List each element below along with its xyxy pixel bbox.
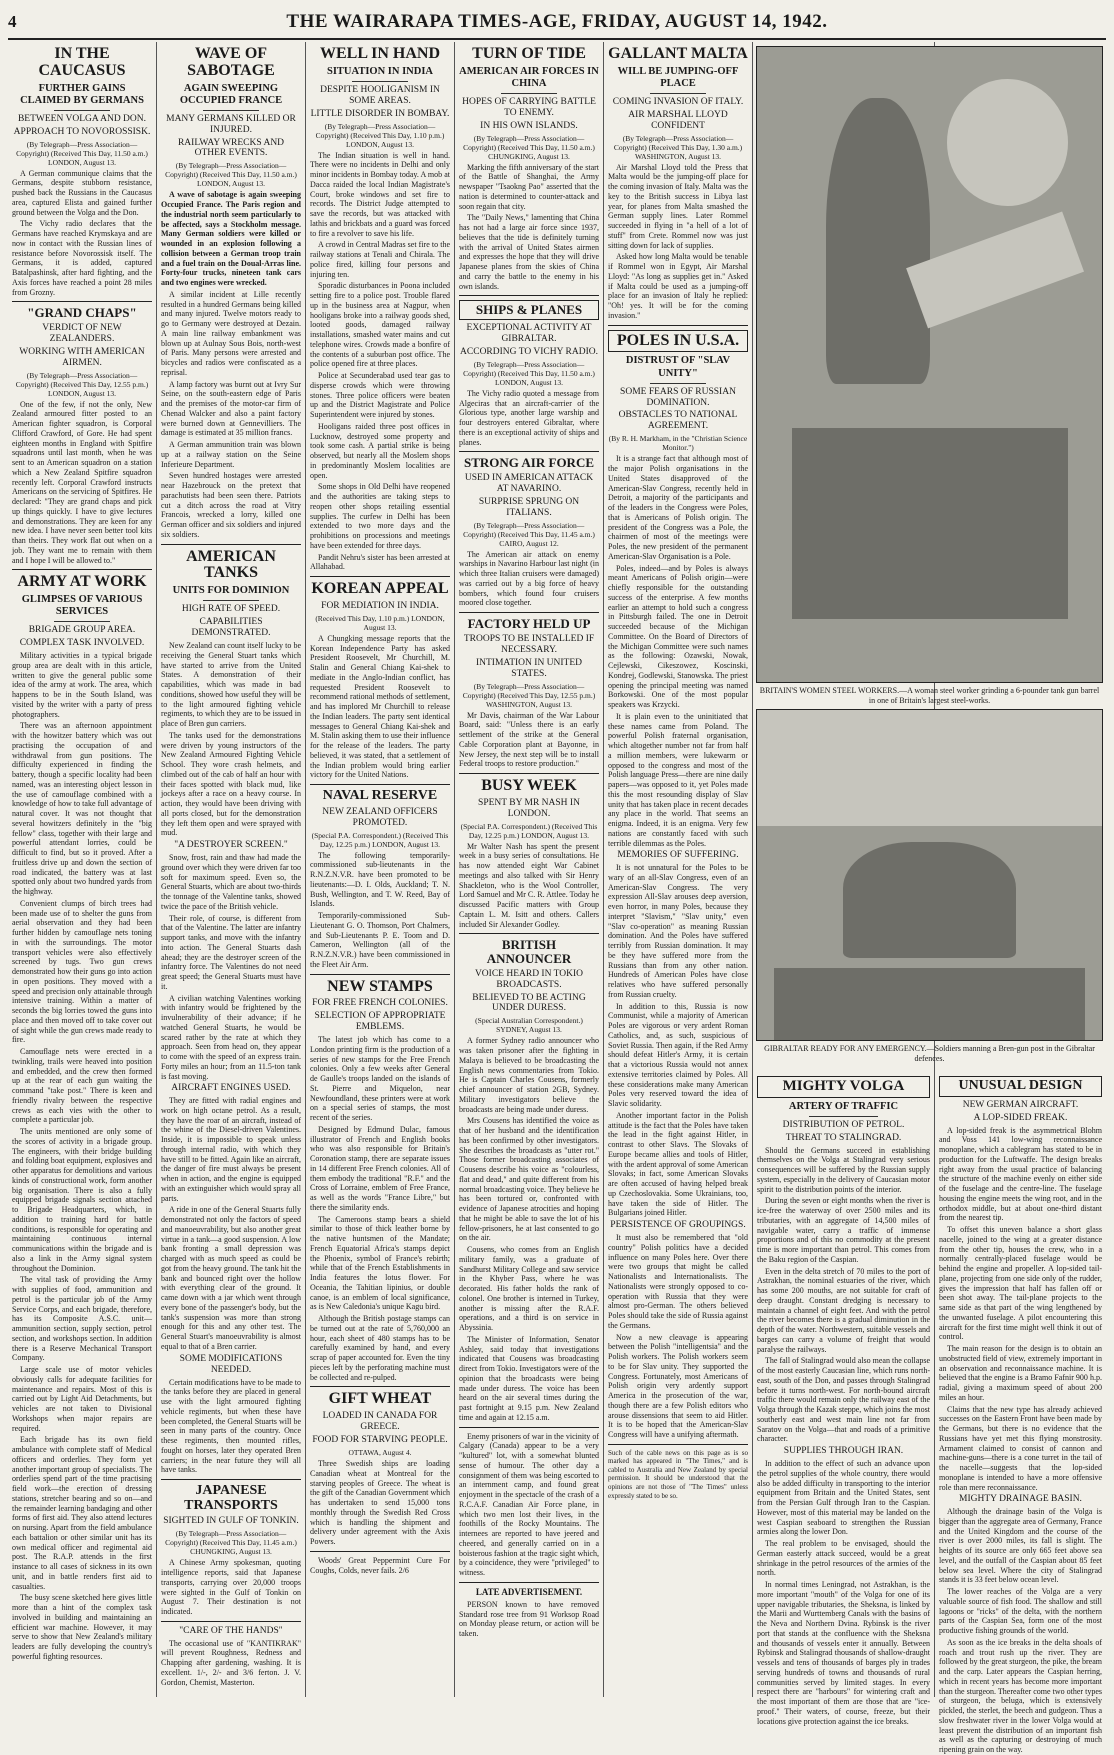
subhead: DESPITE HOOLIGANISM IN SOME AREAS. — [320, 84, 440, 106]
article-paragraph: Convenient clumps of birch trees had been made use of to shelter the guns from aerial observation and they had been further hidden by camouflage nets toning in with the surroundings. The motor transport vehicles were also effectively screened by tugs. Two gun crews demonstrated how their guns go into action in open positions. They moved with a speed and precision only attainable through intensive training. Within a matter of seconds the big lorries towed the guns into place and then moved off to take cover out of sight while the gun crews made ready to fire. — [12, 898, 152, 1045]
article-paragraph: The units mentioned are only some of the scores of activity in a brigade group. The engineers, with their bridge building and folding boat equipment, explosives and other apparatus for demolitions and various kinds of constructional work, form another big organisation. There is also a fully equipped brigade signals section attached to Brigade Headquarters, which, in addition to training hard for battle conditions, is responsible for operating and maintaining continuous internal communications within the brigade and is also a link in the Army signal system throughout the Dominion. — [12, 1127, 152, 1273]
masthead-title: THE WAIRARAPA TIMES-AGE, FRIDAY, AUGUST 14, 1942. — [286, 11, 828, 32]
subhead: ACCORDING TO VICHY RADIO. — [460, 346, 598, 357]
dateline: (By Telegraph—Press Association—Copyright) (Received This Day, 1.10 p.m.) LONDON, August 13. — [315, 121, 445, 149]
headline-mighty-volga: MIGHTY VOLGA — [757, 1076, 930, 1098]
article-paragraph: A lamp factory was burnt out at Ivry Sur Seine, on the south-eastern edge of Paris and the premises of the motor-car firm of Chenad Walcker and also a paint factory were burned down at Gennevilliers. The damage is estimated at 35 million francs. — [161, 379, 301, 438]
subhead: ARTERY OF TRAFFIC — [788, 1100, 899, 1112]
headline-busy-week: BUSY WEEK — [481, 777, 577, 794]
headline-korean-appeal: KOREAN APPEAL — [311, 580, 449, 598]
gibraltar-photo — [756, 709, 1103, 1041]
article-paragraph: Three Swedish ships are loading Canadian wheat at Montreal for the starving peoples of Greece. The wheat is the gift of the Canadian Government which has undertaken to send 15,000 tons monthly through the Swedish Red Cross which is handling the shipment and delivery under agreement with the Axis Powers. — [310, 1459, 450, 1546]
article-paragraph: Some shops in Old Delhi have reopened and the authorities are taking steps to reopen other shops retailing essential supplies. The curfew in Delhi has been extended to two more days and the prohibitions on processions and meetings have been extended for three days. — [310, 482, 450, 550]
subhead: RAILWAY WRECKS AND OTHER EVENTS. — [177, 137, 285, 159]
article-paragraph: The latest job which has come to a London printing firm is the production of a series of new stamps for the Free French colonies. Only a few weeks after General de Gaulle's troops landed on the islands of St. Pierre and Miquelon, near Newfoundland, these printers were at work on a special series of stamps, the most recent of the series. — [310, 1035, 450, 1123]
subhead: WORKING WITH AMERICAN AIRMEN. — [19, 346, 145, 368]
article-paragraph: A lop-sided freak is the asymmetrical Blohm and Voss 141 low-wing reconnaissance monoplane, which a cablegram has stated to be in production for the Luftwaffe. The design breaks right away from the usual practice of balancing the structure of the machine evenly on either side of the fuselage and the centre-line. The fuselage housing the engine meets the wing root, and in the orthodox middle, but at about one-third distant from the nearest tip. — [939, 1125, 1102, 1223]
dateline: (Special P.A. Correspondent.) (Received This Day, 12.25 p.m.) LONDON, August 13. — [311, 830, 449, 849]
subhead: DISTRUST OF "SLAV UNITY" — [625, 355, 731, 379]
article-paragraph: A Chinese Army spokesman, quoting intelligence reports, said that Japanese transports, carrying over 20,000 troops were sighted in the Gulf of Tonkin on August 7. Their destination is not indicated. — [161, 1558, 301, 1617]
subhead: HOPES OF CARRYING BATTLE TO ENEMY. — [462, 96, 596, 118]
subhead: PERSISTENCE OF GROUPINGS. — [610, 1220, 746, 1231]
headline-poles-in-usa: POLES IN U.S.A. — [608, 330, 748, 353]
dateline: OTTAWA, August 4. — [348, 1448, 412, 1457]
article-paragraph: It is plain even to the uninitiated that these names came from Poland. The powerful Polish fraternal organisation, which altogether number not far from half a million members, were lukewarm or opposed to the congress and most of the Polish language Press—there are nine daily papers—was opposed to it, yet Poles made this the most resounding display of Slav unity that has taken place in recent decades any place in the world. That seems an enigma. Indeed, it is an enigma. Very few nations are constantly faced with such terrible dilemmas as the Poles. — [608, 711, 748, 848]
late-advertisement-heading: LATE ADVERTISEMENT. — [475, 1586, 583, 1597]
article-paragraph: Temporarily-commissioned Sub-Lieutenant G. O. Thomson, Port Chalmers, and Sub-Lieutenants P. E. Toom and D. Cameron, Wellington (all of the R.N.Z.N.V.R.) have been commissioned in the Fleet Air Arm. — [310, 911, 450, 969]
subhead: SOME MODIFICATIONS NEEDED. — [179, 1353, 283, 1375]
photo-caption: GIBRALTAR READY FOR ANY EMERGENCY.—Soldiers manning a Bren-gun post in the Gibraltar defences. — [764, 1044, 1095, 1063]
article-paragraph: Although the drainage basin of the Volga is bigger than the aggregate area of Germany, France and the United Kingdom and the course of the river is over 2000 miles, its fall is slight. The heights of its source are only 665 feet above sea level, and the outfall of the Caspian about 85 feet below sea level. Where the city of Stalingrad stands it is 33 feet below ocean level. — [939, 1507, 1102, 1585]
subhead: COMING INVASION OF ITALY. — [612, 96, 744, 107]
headline-new-stamps: NEW STAMPS — [327, 977, 433, 995]
subhead: "A DESTROYER SCREEN." — [174, 840, 288, 851]
subhead: WILL BE JUMPING-OFF PLACE — [617, 65, 739, 89]
headline-japanese-transports: JAPANESE TRANSPORTS — [184, 1483, 278, 1513]
article-paragraph: A wave of sabotage is again sweeping Occupied France. The Paris region and the industrial north seem particularly to be affected, says a Stockholm message. Many German soldiers were killed or wounded in an explosion following a collision between a German troop train and a fuel train on the Doual-Arras line. Forty-four trucks, nineteen tank cars and two engines were wrecked. — [161, 190, 301, 288]
copyright-notice: Such of the cable news on this page as is so marked has appeared in "The Times," and is cabled to Australia and New Zealand by special permission. It should be understood that the opinions are not those of "The Times" unless expressly stated to be so. — [608, 1448, 748, 1500]
article-paragraph: Hooligans raided three post offices in Lucknow, destroyed some property and took some cash. A partial strike is being observed, but nearly all the Moslem shops in predominantly Moslem localities are open. — [310, 421, 450, 480]
article-paragraph: Mr Davis, chairman of the War Labour Board, said: "Unless there is an early settlement of the strike at the General Cable Corporation plant at Bayonne, in New Jersey, the next step will be to install Federal troops to restore production." — [459, 710, 599, 769]
dateline: (By Telegraph—Press Association—Copyright) (Received This Day, 11.45 a.m.) CAIRO, August 12. — [463, 520, 595, 548]
article-paragraph: A former Sydney radio announcer who was taken prisoner after the fighting in Malaya is believed to be broadcasting the English news commentaries from Tokio. He is Captain Charles Cousens, formerly chief announcer of station 2GB, Sydney. Military investigators believe the broadcasts are being made under duress. — [459, 1036, 599, 1114]
headline-ships-planes: SHIPS & PLANES — [459, 300, 599, 320]
article-paragraph: A German ammunition train was blown up at a railway station on the Seine Inferieure Department. — [161, 440, 301, 469]
article-paragraph: Asked how long Malta would be tenable if Rommel won in Egypt, Air Marshal Lloyd: "As long as supplies get in." Asked if Malta could be used as a jumping-off place for an invasion of Italy he replied: "Oh! yes. It will be for the coming invasion." — [608, 252, 748, 320]
subhead: SITUATION IN INDIA — [327, 65, 433, 77]
article-paragraph: The tanks used for the demonstrations were driven by young instructors of the New Zealand Armoured Fighting Vehicle School. They wore crash helmets, and climbed out of the cab of half an hour with their faces spotted with black mud, like jockeys after a race on a heavy course. In action, they would have been driving with all ports closed, but for the demonstration they left them open and were sprayed with mud. — [161, 730, 301, 838]
column-1 — [8, 42, 156, 1697]
subhead: LITTLE DISORDER IN BOMBAY. — [310, 108, 450, 119]
article-paragraph: There was an afternoon appointment with the howitzer battery which was out practising the occupation of and withdrawal from gun positions. The difficulty experienced in finding the battery, though a specific locality had been named, was an interesting object lesson in the use of camouflage combined with a knowledge of how to take full advantage of natural cover. It was not thought that several howitzers definitely in the "big fellow" class, together with their large and powerful attendant lorries, could be difficult to find, but so it proved. After a fruitless drive up and down the section of road indicated, the battery was at last spotted only about two hundred yards from the highway. — [12, 721, 152, 897]
headline-factory-held-up: FACTORY HELD UP — [467, 616, 591, 632]
page-number: 4 — [8, 12, 17, 31]
subhead: SELECTION OF APPROPRIATE EMBLEMS. — [314, 1011, 446, 1033]
subhead: HIGH RATE OF SPEED. — [181, 604, 281, 615]
article-paragraph: It is a strange fact that although most of the major Polish organisations in the United States disapproved of the American-Slav Congress, recently held in Detroit, a majority of the participants and of the leaders in the Congress were Poles, that is Americans of Polish origin. The president of the Congress was a Pole, the chairmen of most of the meetings were Poles, the new president of the permanent American-Slav Organisation is a Pole. — [608, 454, 748, 561]
article-paragraph: During the seven or eight months when the river is ice-free the waterway of over 2500 miles and its tributaries, with an aggregate of 14,500 miles of navigable water, carry a traffic of immense proportions and of this no commodity at the present time is more important than petrol. This comes from the Baku region of the Caspian. — [757, 1196, 930, 1264]
steel-worker-photo — [756, 46, 1103, 683]
article-paragraph: In addition to this, Russia is now Communist, while a majority of American Poles are vigorous or very ardent Roman Catholics, and, as such, suspicious of Soviet Russia. Then again, if the Red Army should defeat Hitler's Army, it is certain that a victorious Russia would not annex extensive territories claimed by Poles. All these considerations make many American Poles very reserved toward the idea of Slavic solidarity. — [608, 1001, 748, 1109]
article-paragraph: The real problem to be envisaged, should the German easterly attack succeed, would be a great shrinkage in the petrol resources of the armies of the north. — [757, 1539, 930, 1578]
subhead: GLIMPSES OF VARIOUS SERVICES — [21, 594, 143, 618]
headline-unusual-design: UNUSUAL DESIGN — [939, 1076, 1102, 1097]
subhead: CAPABILITIES DEMONSTRATED. — [191, 617, 271, 639]
article-paragraph: Marking the fifth anniversary of the start of the Battle of Shanghai, the Army newspaper "Tsaokng Pao" asserted that the nation is determined to counter-attack and soon regain that city. — [459, 162, 599, 211]
headline-turn-of-tide: TURN OF TIDE — [472, 45, 586, 62]
headline-british-announcer: BRITISH ANNOUNCER — [486, 937, 572, 967]
dateline: (By Telegraph—Press Association—Copyright) (Received This Day, 11.50 a.m.) LONDON, August 13. — [165, 161, 297, 189]
article-paragraph: The Vichy radio declares that the Germans have reached Krymskaya and are now in contact with the Russian lines of resistance before Novorossisk itself. The Germans, it is added, captured Batalpashinsk, after hard fighting, and the Axis forces have reached a point 28 miles from Grozny. — [12, 219, 152, 297]
article-paragraph: Seven hundred hostages were arrested near Hazebrouck on the pretext that parachutists had been seen there. Patriots cut a ditch across the road at Vitry Francois, wrecked a lorry, killed one German officer and six soldiers and injured six soldiers. — [161, 471, 301, 539]
article-paragraph: Mr Walter Nash has spent the present week in a busy series of consultations. He has now attended eight War Cabinet meetings and also talked with Sir Henry Shackleton, who is the Wool Controller, Lord Samuel and Mr C. R. Attlee. Today he discussed Pacific matters with Group Captain L. M. Isitt and others. Callers included Sir Alexander Godley. — [459, 841, 599, 929]
article-paragraph: Although the British postage stamps can be turned out at the rate of 5,760,000 an hour, each sheet of 480 stamps has to be carefully examined by hand, and every scrap of paper accounted for. Even the tiny pieces left by the perforating machine must be collected and re-pulped. — [310, 1314, 450, 1382]
subhead: A LOP-SIDED FREAK. — [973, 1112, 1068, 1123]
article-paragraph: Sporadic disturbances in Poona included setting fire to a police post. Trouble flared up in the business area at Nagpur, when hooligans broke into a railway goods shed, looted goods, damaged railway installations, smashed water mains and cut telephone wires. Crowds made a bonfire of the contents of a suburban post office. The police opened fire at three places. — [310, 281, 450, 369]
article-paragraph: A German communique claims that the Germans, despite stubborn resistance, pushed back the Russians in the Caucasus area, captured Elista and gained further ground between the Volga and the Don. — [12, 168, 152, 217]
article-paragraph: Large scale use of motor vehicles obviously calls for adequate facilities for maintenance and repairs. Most of this is carried out by Light Aid Detachments, but vehicles are not taken to Divisional Workshops when major repairs are required. — [12, 1365, 152, 1433]
headline-strong-air-force: STRONG AIR FORCE — [463, 455, 595, 471]
article-paragraph: It is not unnatural for the Poles to be wary of an all-Slav Congress, even of an American-Slav Congress. The very expression All-Slav arouses deep aversion, even horror, in many Poles, because they interpret "Slavism," "Slav unity," even "Slav co-operation" as meaning Russian domination. And the Poles have suffered terribly from Russian domination. It may be they have suffered more from the Russians than from any other nation. Hundreds of American Poles have close relatives who have suffered personally from Russian cruelty. — [608, 863, 748, 999]
headline-naval-reserve: NAVAL RESERVE — [322, 788, 438, 804]
subhead: FURTHER GAINS CLAIMED BY GERMANS — [20, 82, 144, 106]
article-paragraph: Snow, frost, rain and thaw had made the ground over which they were driven far too soft for maximum speed. Even so, the General Stuarts, which are about two-thirds the tonnage of the Valentine tanks, showed twice the pace of the British vehicle. — [161, 853, 301, 911]
headline-grand-chaps: "GRAND CHAPS" — [27, 305, 137, 321]
subhead: FOOD FOR STARVING PEOPLE. — [312, 1435, 448, 1446]
article-paragraph: Designed by Edmund Dulac, famous illustrator of French and English books who was also responsible for Britain's Coronation stamp, there are separate issues in 14 different Free French colonies. All of them embody the traditional "R.F." and the Cross of Lorraine, emblem of Free France, as well as the words "France Libre," but there the similarity ends. — [310, 1124, 450, 1212]
column-6 — [753, 1072, 934, 1726]
dateline: (Special P.A. Correspondent.) (Received This Day, 12.25 p.m.) LONDON, August 13. — [460, 821, 598, 840]
subhead: BETWEEN VOLGA AND DON. — [17, 113, 147, 124]
article-paragraph: Pandit Nehru's sister has been arrested at Allahabad. — [310, 552, 450, 572]
article-paragraph: Another important factor in the Polish attitude is the fact that the Poles have taken the lead in the fight against Hitler, in contrast to other Slavs. The Slovaks of Europe became allies and tools of Hitler, with the ardent approval of some American Slovaks; in fact, some American Slovaks are often accused of having helped break up Czechoslovakia. Some Ukrainians, too, have taken the side of Hitler. The Bulgarians joined Hitler. — [608, 1110, 748, 1218]
byline: (By R. H. Markham, in the "Christian Science Monitor.") — [608, 434, 748, 453]
headline-caucasus: IN THE CAUCASUS — [38, 45, 126, 79]
subhead: THREAT TO STALINGRAD. — [785, 1132, 902, 1143]
article-paragraph: Their role, of course, is different from that of the Valentine. The latter are infantry support tanks, and move with the infantry into action. The General Stuarts dash ahead; they are the destroyer screen of the infantry force. The Valentines do not need great speed; the General Stuarts must have it. — [161, 913, 301, 991]
article-paragraph: A civilian watching Valentines working with infantry would be frightened by the invulnerability of their advance; if he watched General Stuarts, he would be scared rather by the rate at which they approach. Seen from head on, they appear to come with the speed of an express train. Forty miles an hour; from an 11.5-ton tank is fast moving. — [161, 993, 301, 1081]
article-paragraph: Claims that the new type has already achieved successes on the Eastern Front have been made by the Germans, but there is no evidence that the Russians have yet met this flying monstrosity. Armament claimed to consist of cannon and machine-guns—there is a cone turret in the tail of the nacelle—suggests that the lop-sided monoplane is intended to have a more offensive role than mere reconnaissance. — [939, 1404, 1102, 1492]
article-paragraph: Enemy prisoners of war in the vicinity of Calgary (Canada) appear to be a very "kultured" lot, with a somewhat blunted sense of humour. The other day a consignment of them was being escorted to an internment camp, and found great enjoyment in the spectacle of the crash of a R.C.A.F. Canadian Air Force plane, in which two men lost their lives, in the foothills of the Rocky Mountains. The internees are reported to have jeered and cheered, and generally carried on in a boisterous fashion at the tragic sight which, by a coincidence, they were "privileged" to witness. — [459, 1431, 599, 1578]
dateline: (By Telegraph—Press Association—Copyright) (Received This Day, 12.55 p.m.) WASHINGTON, August 13. — [462, 681, 596, 709]
column-5 — [604, 42, 752, 1697]
article-paragraph: It must also be remembered that "old country" Polish politics have a decided influence on many Poles here. Over there were two groups that might be called Nationalists and Internationalists. The Nationalists were strongly opposed to co-operation with Russia that they were almost pro-German. The others believed Poles should take the side of Russia against the Germans. — [608, 1233, 748, 1330]
article-paragraph: The Indian situation is well in hand. There were no incidents in Delhi and only minor incidents in Bombay today. A mob at Dacca raided the local Indian Magistrate's Court, broke windows and set fire to records. The District Judge attempted to save the records, but was attacked with lathis and brickbats and a guard was forced to fire a revolver to save his life. — [310, 150, 450, 238]
subhead: OBSTACLES TO NATIONAL AGREEMENT. — [618, 410, 738, 432]
article-paragraph: Air Marshal Lloyd told the Press that Malta would be the jumping-off place for the coming invasion of Italy. Malta was the key to the British success in Libya last year, for planes from Malta smashed the German supply lines. Later Rommel succeeded in flying in "a hell of a lot of stuff" from Crete. Rommel now was just sitting down for lack of supplies. — [608, 162, 748, 250]
article-paragraph: The lower reaches of the Volga are a very valuable source of fish food. The shallow and still lagoons or "ricks" of the delta, with the northern parts of the Caspian Sea, form one of the most productive fishing grounds of the world. — [939, 1587, 1102, 1636]
article-paragraph: In normal times Leningrad, not Astrakhan, is the more important "mouth" of the Volga for one of its upper navigable tributaries, the Sheksna, is linked by the Marii and Wurttemberg Canals with the basins of the Neva and Northern Dvina. Rybinsk is the river port that stands at the confluence with the Sheksna and thousands of vessels enter it annually. Between Rybinsk and Stalingrad thousands of shallow-draught vessels and tens of thousands of barges ply in trades serving hundreds of towns and thousands of rural communities served by limited stages. In every respect there are "harbours" for wintering craft and the most important of them are those that are "ice-proof." Their waters, of course, freeze, but their locations give protection against the ice breaks. — [757, 1580, 930, 1726]
article-paragraph: Camouflage nets were erected in a twinkling, trails were heaved into position and embedded, and the crew then formed up at the rear of each gun waiting the command "take post." There is keen and friendly rivalry between the respective crews as each vies with the other to complete a particular job. — [12, 1047, 152, 1125]
article-paragraph: The following temporarily-commissioned sub-lieutenants in the R.N.Z.N.V.R. have been promoted to be lieutenants:—D. I. Olds, Auckland; T. N. Bush, Wellington, and T. W. Reed, Bay of Islands. — [310, 850, 450, 909]
article-paragraph: The Cameroons stamp bears a shield similar to those of thick leather borne by the native huntsmen of the Mandate; French Equatorial Africa's stamps depict the Phoenix, symbol of France's rebirth; while that of the French Establishments in India features the lotus flower. For Oceania, the Tahitian lipinius, or double canoe, is an emblem of local significance, as is New Caledonia's unique Kagu bird. — [310, 1214, 450, 1312]
article-paragraph: In addition to the effect of such an advance upon the petrol supplies of the whole country, there would also be added difficulty in transporting to the interior equipment from Britain and the United States, sent from the Persian Gulf through Iran to the Caspian. However, most of this material may be landed on the west Caspian seaboard to strengthen the Russian armies along the lower Don. — [757, 1459, 930, 1537]
subhead: USED IN AMERICAN ATTACK AT NAVARINO. — [464, 472, 594, 494]
subhead: BELIEVED TO BE ACTING UNDER DURESS. — [472, 992, 586, 1014]
dateline: (By Telegraph—Press Association—Copyright) (Received This Day, 11.50 a.m.) LONDON, August 13. — [16, 139, 148, 167]
article-paragraph: The "Daily News," lamenting that China has not had a large air force since 1937, believes that the tide is definitely turning with the arrival of United States airmen and expresses the hope that they will drive Japanese planes from the skies of China and carry the battle to the enemy in his own islands. — [459, 213, 599, 291]
subhead: VERDICT OF NEW ZEALANDERS. — [42, 322, 122, 344]
subhead: TROOPS TO BE INSTALLED IF NECESSARY. — [463, 633, 595, 655]
headline-gallant-malta: GALLANT MALTA — [608, 45, 748, 62]
subhead: VOICE HEARD IN TOKIO BROADCASTS. — [474, 968, 584, 990]
article-paragraph: A ride in one of the General Stuarts fully demonstrated not only the factors of speed and manoeuvrability, but also another great virtue in a tank—a good suspension. A low bank fronting a small depression was charged with as much speed as could be got from the heavy ground. The tank hit the bank and bounced right over the hollow with everything clear of the ground. It came down with a jar which went through every bone of the passenger's body, but the tank's suspension was more than strong enough for this and any other test. The General Stuart's manoeuvrability is almost equal to that of a Bren carrier. — [161, 1205, 301, 1351]
article-paragraph: The busy scene sketched here gives little more than a hint of the complex task involved in building and maintaining an efficient war machine. However, it may serve to show that New Zealand's military leaders are fully developing the country's powerful fighting resources. — [12, 1593, 152, 1661]
subhead: IN HIS OWN ISLANDS. — [480, 120, 578, 131]
article-paragraph: To offset this uneven balance a short glass nacelle, joined to the wing at a greater distance from the other tip, houses the crew, who in a normally centrally-placed fuselage would be behind the engine and propeller. A lop-sided tail-plane, projecting from one side only of the rudder, gives the impression that half has fallen off or been shot away. The tail-plane projects to the same side as that part of the wing lengthened by the unwanted fuselage. A pilot encountering this aircraft for the first time might well think it out of control. — [939, 1225, 1102, 1342]
article-paragraph: New Zealand can count itself lucky to be receiving the General Stuart tanks which have started to arrive from the United States. A demonstration of their capabilities, which was made in bad conditions, showed how useful they will be to the light armoured fighting vehicle regiments, to which they are to be issued in place of Bren gun carriers. — [161, 641, 301, 729]
subhead: LOADED IN CANADA FOR GREECE. — [322, 1411, 438, 1433]
article-paragraph: Poles, indeed—and by Poles is always meant Americans of Polish origin—were chiefly responsible for the outstanding success of the enterprise. A few months earlier an attempt to hold such a congress in Pittsburgh failed. The one in Detroit succeeded because of the Michigan Committee. On the Board of Directors of the Michigan Committee were such names as the following: Ozawski, Nowak, Cejlewski, Cikeszowez, Koscinski, Kondrej, Godlewski, Stanowska. The priest opening the principal meeting was named Borkowski. One of the most popular speakers was Krzycki. — [608, 563, 748, 710]
article-paragraph: A crowd in Central Madras set fire to the railway stations at Tenali and Chirala. The police fired, killing four persons and injuring ten. — [310, 240, 450, 279]
subhead: FOR MEDIATION IN INDIA. — [321, 600, 439, 611]
headline-well-in-hand: WELL IN HAND — [319, 45, 441, 62]
headline-american-tanks: AMERICAN TANKS — [186, 547, 276, 582]
column-2 — [157, 42, 305, 1697]
masthead-rule — [8, 38, 1106, 40]
subhead: SURPRISE SPRUNG ON ITALIANS. — [478, 496, 580, 518]
advert-text: Woods' Great Peppermint Cure For Coughs, Colds, never fails. 2/6 — [310, 1555, 450, 1575]
subhead: AGAIN SWEEPING OCCUPIED FRANCE — [179, 82, 283, 106]
dateline: (By Telegraph—Press Association—Copyright) (Received This Day, 11.50 a.m.) LONDON, August 13. — [463, 359, 595, 387]
advert-text: PERSON known to have removed Standard rose tree from 91 Worksop Road on Monday please return, or action will be taken. — [459, 1599, 599, 1639]
headline-wave-of-sabotage: WAVE OF SABOTAGE — [187, 45, 275, 79]
article-paragraph: The Vichy radio quoted a message from Algeciras that an aircraft-carrier of the Glorious type, another large warship and four destroyers entered Gibraltar, where there is an exceptional activity of ships and planes. — [459, 388, 599, 447]
dateline: (By Telegraph—Press Association—Copyright) (Received This Day, 11.45 a.m.) CHUNGKING, August 13. — [165, 1529, 297, 1557]
article-paragraph: The fall of Stalingrad would also mean the collapse of the most easterly Caucasian line, which runs north-east, south of the Don, and passes through Stalingrad before it turns north-west. For north-bound aircraft traffic there would remain only the railway east of the Volga through the Kazak steppe, which joins the most southerly east and west main line not far from Saratov on the Volga—that and roads of a primitive character. — [757, 1356, 930, 1444]
article-paragraph: Should the Germans succeed in establishing themselves on the Volga at Stalingrad very serious consequences will be suffered by the Russian supply system, especially in the delivery of Caucasian motor spirit to the distribution points of the interior. — [757, 1145, 930, 1194]
dateline: (Special Australian Correspondent.) SYDNEY, August 13. — [475, 1016, 583, 1035]
subhead: NEW GERMAN AIRCRAFT. — [962, 1099, 1079, 1110]
article-paragraph: The Minister of Information, Senator Ashley, said today that investigations indicated that Cousens was broadcasting direct from Tokio. Investigators were of the opinion that the broadcasts were being made under duress. The voice has been heard on the air several times during the past fortnight at 9.15 p.m. New Zealand time and again at 12.15 a.m. — [459, 1334, 599, 1422]
subhead: AIRCRAFT ENGINES USED. — [171, 1083, 291, 1094]
subhead: MANY GERMANS KILLED OR INJURED. — [166, 113, 296, 135]
dateline: (Received This Day, 1.10 p.m.) LONDON, August 13. — [315, 613, 445, 632]
subhead: MIGHTY DRAINAGE BASIN. — [959, 1494, 1082, 1505]
article-paragraph: Now a new cleavage is appearing between the Polish "intelligentsia" and the Polish workers. The Polish workers seem to be for Slav unity. They supported the Congress. Fortunately, most Americans of Polish origin very ardently support America in the prosecution of the war, though there are a few Polish editors who arouse dissensions that seem to aid Hitler. It is to be hoped that the American-Slav Congress will have a unifying aftermath. — [608, 1332, 748, 1440]
advert-text: The occasional use of "KANTIKRAK" will prevent Roughness, Redness and Chapping after gardening, washing. It is excellent. 1/-, 2/- and 3/6 ferton. J. V. Gordon, Chemist, Masterton. — [161, 1638, 301, 1687]
subhead: INTIMATION IN UNITED STATES. — [475, 657, 583, 679]
advert-heading: "CARE OF THE HANDS" — [179, 1625, 283, 1636]
subhead: SIGHTED IN GULF OF TONKIN. — [163, 1516, 299, 1527]
subhead: AMERICAN AIR FORCES IN CHINA — [459, 65, 599, 89]
masthead — [8, 10, 1106, 34]
subhead: DISTRIBUTION OF PETROL. — [782, 1119, 905, 1130]
subhead: SUPPLIES THROUGH IRAN. — [783, 1446, 904, 1457]
article-paragraph: As soon as the ice breaks in the delta shoals of roach and trout rush up the river. They are followed by the great sturgeon, the pike, the bream and the carp. Later appears the Caspian herring, which in recent years has become more important than the sturgeon. Thereafter come two other types of sturgeon, the beluga, which is extensively pickled, the sterlet, the beech and gudgeon. Thus a slow freshwater river in the lower Volga would at least prevent the distribution of an important fish as well as the capturing or destroying of much ripening grain on the way. — [939, 1637, 1102, 1755]
subhead: MEMORIES OF SUFFERING. — [617, 850, 739, 861]
subhead: SPENT BY MR NASH IN LONDON. — [478, 797, 580, 819]
article-paragraph: Cousens, who comes from an English military family, was a graduate of Sandhurst Military College and saw service in the Khyber Pass, where he was decorated. His father holds the rank of colonel. One brother is interned in Turkey, another is missing after the R.A.F. operations, and a third is on service in Abyssinia. — [459, 1245, 599, 1333]
article-paragraph: Certain modifications have to be made to the tanks before they are placed in general use with the light armoured fighting vehicle regiments, but when these have been completed, the General Stuarts will be seen in many parts of the country. Once these regiments, then mounted rifles, fought on horses, later they operated Bren carriers; in the near future they will all have tanks. — [161, 1377, 301, 1475]
headline-gift-wheat: GIFT WHEAT — [328, 1390, 432, 1408]
dateline: (By Telegraph—Press Association—Copyright) (Received This Day, 12.55 p.m.) LONDON, August 13. — [15, 370, 149, 398]
subhead: AIR MARSHAL LLOYD CONFIDENT — [628, 109, 728, 131]
article-paragraph: A Chungking message reports that the Korean Independence Party has asked President Roosevelt, Mr Churchill, M. Stalin and General Chiang Kai-shek to mediate in the Anglo-Indian conflict, has requested President Roosevelt to recommend rational methods of settlement, and has implored Mr Churchill to release the Indian leaders. The party sent identical messages to General Chiang Kai-shek and M. Stalin asking them to use their influence for the release of the leaders. The party believed, it was stated, that a settlement of the Indian problem would bring earlier victory for the United Nations. — [310, 633, 450, 780]
subhead: NEW ZEALAND OFFICERS PROMOTED. — [322, 806, 438, 828]
subhead: COMPLEX TASK INVOLVED. — [19, 638, 145, 649]
subhead: EXCEPTIONAL ACTIVITY AT GIBRALTAR. — [466, 323, 592, 344]
column-7 — [935, 1072, 1106, 1755]
subhead: APPROACH TO NOVOROSSISK. — [13, 126, 151, 137]
article-paragraph: Police at Secunderabad used tear gas to disperse crowds which were throwing stones. Three police officers were beaten up and the District Magistrate and Police Superintendent were injured by stones. — [310, 371, 450, 420]
dateline: (By Telegraph—Press Association—Copyright) (Received This Day, 1.30 a.m.) WASHINGTON, August 13. — [613, 133, 743, 161]
subhead: SOME FEARS OF RUSSIAN DOMINATION. — [620, 386, 736, 408]
article-paragraph: Even in the delta stretch of 70 miles to the port of Astrakhan, the nominal estuaries of the river, which has some 200 mouths, are not suitable for craft of deep draught. Constant dredging is necessary to maintain a channel of eight feet. And with the petrol the river becomes there is a gradual diminution in the depth of the water. Northwestern, suitable vessels and barges can carry a volume of freight that would paralyse the railways. — [757, 1266, 930, 1354]
column-4 — [455, 42, 603, 1697]
subhead: UNITS FOR DOMINION — [172, 585, 290, 597]
article-paragraph: A similar incident at Lille recently resulted in a hundred Germans being killed and many injured. Twelve motors ready to go to Germany were destroyed at Dezain. A main line railway embankment was blown up at Aulnay Sous Bois, north-west of Paris. Many persons were arrested and bicycles and radios were confiscated as a reprisal. — [161, 289, 301, 377]
article-paragraph: They are fitted with radial engines and work on high octane petrol. As a result, they have the roar of an aircraft, instead of the whine of the Diesel-driven Valentines. Inside, it is impossible to speak unless through internal radio, with which they have still to be fitted. Again like an aircraft, the danger of fire must always be present when in action, and the engine is equipped with an extinguisher which would spray all parts. — [161, 1096, 301, 1203]
article-paragraph: Each brigade has its own field ambulance with complete staff of Medical officers and orderlies. They form yet another important group of specialists. The orderlies spend part of the time practising field work—the erection of dressing stations, stretcher bearing and so on—and the remainder learning bandaging and other forms of first aid. They also attend lectures on nursing. Apart from the field ambulance each battalion or other similar unit has its own medical officer and regimental aid post. The R.A.P. attends in the first instance to all cases of sickness in its own unit, and in battle renders first aid to casualties. — [12, 1435, 152, 1591]
article-paragraph: Military activities in a typical brigade group area are dealt with in this article, written to give the general public some idea of the army at work. The area, which happens to be in the South Island, was visited by the writer with a party of press photographers. — [12, 651, 152, 719]
column-3 — [306, 42, 454, 1697]
headline-army-at-work: ARMY AT WORK — [17, 573, 147, 591]
article-paragraph: The vital task of providing the Army with supplies of food, ammunition and petrol is the particular job of the Army Service Corps, and each brigade, therefore, has its Composite A.S.C. unit—ammunition section, supply section, petrol section, and workshops section. In addition there is a Reserve Mechanical Transport Company. — [12, 1275, 152, 1363]
article-paragraph: Mrs Cousens has identified the voice as that of her husband and the identification has been confirmed by other investigators. She describes the broadcasts as "utter rot." Those former broadcasting associates of Cousens describe his voice as "colourless, flat and dead," and quite different from his normal broadcasting voice. They believe he has been tortured or, confronted with evidence of Japanese atrocities and hoping that he might be able to save the lot of his fellow-prisoners, he at last consented to go on the air. — [459, 1116, 599, 1243]
article-paragraph: The American air attack on enemy warships in Navarino Harbour last night (in which three Italian cruisers were damaged) was carried out by a big force of heavy bombers, which found four cruisers moored close together. — [459, 549, 599, 608]
article-paragraph: One of the few, if not the only, New Zealand armoured fitter posted to an American fighter squadron, is Corporal Clifford Crawford, of Gore. He had spent eighteen months in England with Spitfire squadrons until last month, when he was sent to an American squadron on a station which a New Zealand Spitfire squadron recently left. Corporal Crawford instructs Americans on the servicing of Spitfires. He declared: "They are grand chaps and pick up things quickly. I have to give lectures and demonstrations. They are keen for any new idea. I have never seen better tool kits than theirs. They work flat out when on a job. They want me to remain with them and I hope I will be allowed to." — [12, 399, 152, 565]
subhead: FOR FREE FRENCH COLONIES. — [312, 998, 448, 1009]
article-paragraph: The main reason for the design is to obtain an unobstructed field of view, extremely important in an observation and reconnaissance machine. It is believed that the engine is a Bramo Fafnir 900 h.p. radial, giving a maximum speed of about 200 miles an hour. — [939, 1344, 1102, 1402]
dateline: (By Telegraph—Press Association—Copyright) (Received This Day, 11.50 a.m.) CHUNGKING, August 13. — [463, 133, 595, 161]
subhead: BRIGADE GROUP AREA. — [28, 625, 136, 636]
photo-caption: BRITAIN'S WOMEN STEEL WORKERS.—A woman steel worker grinding a 6-pounder tank gun barrel in one of Britain's largest steel-works. — [759, 686, 1100, 705]
